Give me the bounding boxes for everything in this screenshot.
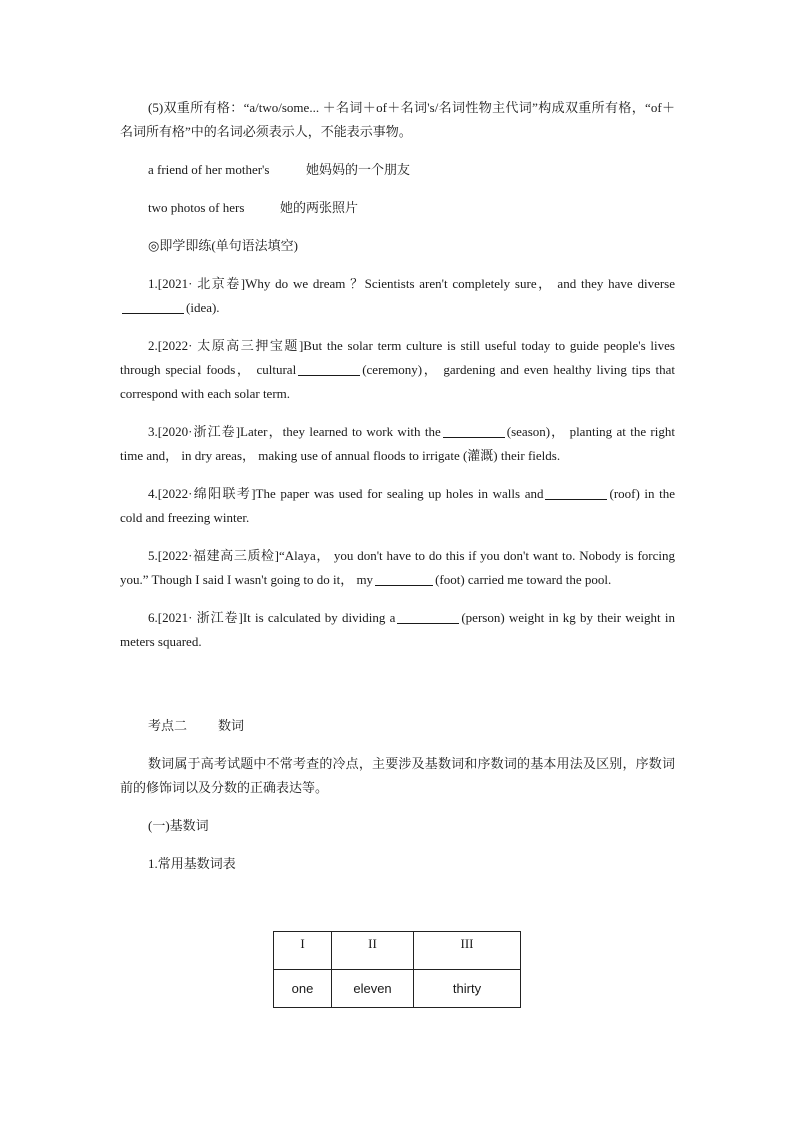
answer-blank[interactable] — [397, 609, 459, 624]
answer-blank[interactable] — [545, 485, 607, 500]
double-possessive-rule: (5)双重所有格：“a/two/some... ＋名词＋of＋名词's/名词性物主代词”构成双重所有格，“of＋名词所有格”中的名词必须表示人，不能表示事物。 — [120, 100, 675, 139]
subsection-table-title: 1.常用基数词表 — [148, 856, 236, 871]
table-header-cell: III — [414, 932, 521, 970]
table-header-row — [274, 932, 521, 970]
question-6: 6.[2021· 浙江卷]It is calculated by dividing a (person) weight in kg by their weight in meters squared. — [120, 610, 675, 649]
question-4: 4.[2022·绵阳联考]The paper was used for sealing up holes in walls and (roof) in the cold and freezing winter. — [120, 486, 676, 525]
example-2-cn: 她的两张照片 — [280, 200, 359, 215]
cardinal-number-table — [273, 931, 521, 1008]
example-row-1 — [120, 158, 675, 182]
answer-blank[interactable] — [375, 571, 433, 586]
example-1-cn: 她妈妈的一个朋友 — [306, 162, 411, 177]
question-2: 2.[2022· 太原高三押宝题]But the solar term culture is still useful today to guide people's lives through special foods， cultural (ceremony)， gardening and even healthy living tips that correspond with each solar term. — [120, 338, 675, 401]
example-2-en: two photos of hers — [148, 200, 245, 215]
section-label: 考点二 — [148, 718, 188, 733]
question-1: 1.[2021· 北京卷]Why do we dream ？Scientists aren't completely sure， and they have diverse(idea). — [120, 272, 675, 320]
practice-title: ◎即学即练(单句语法填空) — [148, 238, 299, 253]
question-3: 3.[2020·浙江卷]Later，they learned to work with the (season)， planting at the right time and， in dry areas， making use of annual floods to irrigate (灌溉) their fields. — [120, 424, 675, 463]
answer-blank[interactable] — [443, 423, 505, 438]
answer-blank[interactable] — [298, 361, 360, 376]
section-heading — [120, 714, 675, 738]
document-page — [120, 96, 675, 876]
table-cell: one — [274, 970, 332, 1008]
subsection-cardinal: (一)基数词 — [148, 818, 209, 833]
section-title: 数词 — [218, 718, 245, 733]
example-row-2 — [120, 196, 675, 220]
question-5: 5.[2022·福建高三质检]“Alaya， you don't have to do this if you don't want to. Nobody is forcing you.” Though I said I wasn't going to do it， my (foot) carried me toward the pool. — [120, 548, 675, 587]
table-cell: eleven — [332, 970, 414, 1008]
numerals-intro: 数词属于高考试题中不常考查的冷点，主要涉及基数词和序数词的基本用法及区别，序数词前的修饰词以及分数的正确表达等。 — [120, 756, 675, 795]
answer-blank[interactable] — [122, 299, 184, 314]
table-cell: thirty — [414, 970, 521, 1008]
table-header-cell: II — [332, 932, 414, 970]
example-1-en: a friend of her mother's — [148, 162, 270, 177]
table-row — [274, 970, 521, 1008]
table-header-cell: I — [274, 932, 332, 970]
